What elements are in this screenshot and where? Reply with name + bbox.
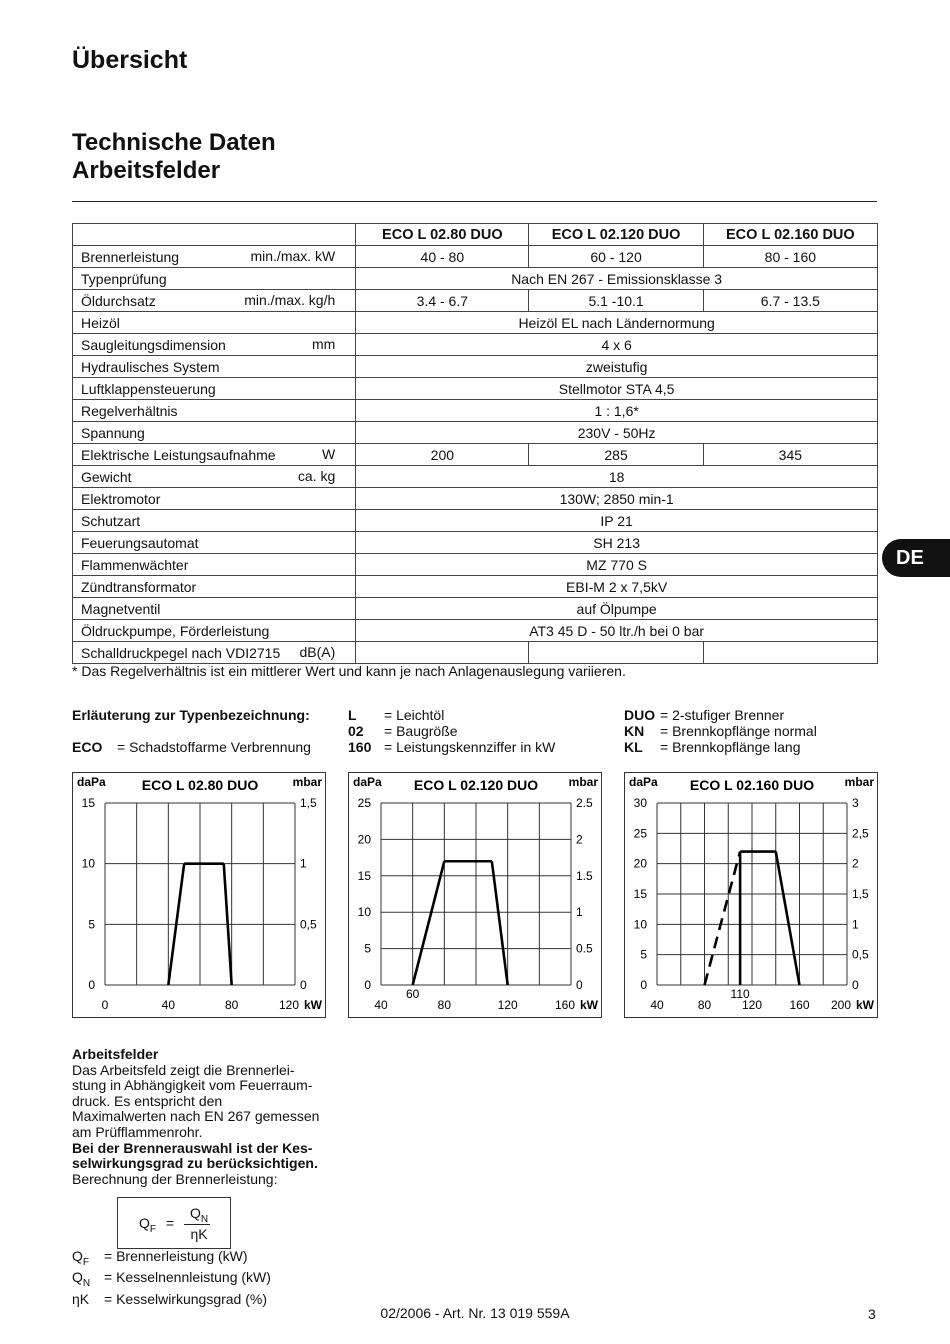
point-label: 60	[405, 987, 420, 1001]
column-header: ECO L 02.80 DUO	[356, 224, 529, 246]
bold-line: Bei der Brennerauswahl ist der Kes-	[72, 1139, 313, 1156]
legend-text: = Brennkopflänge lang	[660, 739, 801, 755]
chart-svg	[73, 773, 327, 1019]
row-label-cell	[73, 576, 356, 598]
x-tick-label: 120	[741, 998, 763, 1012]
page-number: 3	[868, 1306, 876, 1322]
row-value: 200	[356, 444, 529, 466]
series-segment	[705, 852, 741, 985]
row-label-cell	[73, 378, 356, 400]
y-tick-label-right: 2,5	[852, 826, 869, 841]
row-label: Regelverhältnis	[81, 402, 178, 419]
formula-lhs	[139, 1215, 174, 1235]
row-unit: mm	[311, 336, 336, 352]
table-row	[73, 422, 878, 444]
legend-code: KL	[624, 739, 643, 755]
section-heading: Arbeitsfelder	[72, 1046, 159, 1062]
row-label: Feuerungsautomat	[81, 534, 199, 551]
chart-svg	[349, 773, 603, 1019]
y-tick-label-right: 2	[852, 856, 859, 871]
legend-col-3	[624, 707, 817, 755]
row-value: 1 : 1,6*	[356, 400, 878, 422]
row-label-cell	[73, 466, 356, 488]
y-tick-label-left: 0	[640, 978, 647, 992]
row-value	[703, 642, 877, 664]
x-tick-label: 160	[789, 998, 810, 1012]
row-label-cell	[73, 422, 356, 444]
page-title: Übersicht	[72, 46, 188, 74]
definition-row	[72, 1270, 271, 1291]
legend-code: ECO	[72, 739, 103, 755]
divider	[72, 201, 877, 202]
series-segment	[776, 852, 800, 985]
row-value	[529, 642, 703, 664]
y-tick-label-left: 5	[640, 947, 647, 962]
row-unit: min./max. kg/h	[244, 292, 336, 308]
x-tick-label: 0	[101, 998, 109, 1012]
row-label-cell	[73, 510, 356, 532]
row-value: 60 - 120	[529, 246, 703, 268]
y-tick-label-right: 0	[852, 978, 859, 992]
table-row	[73, 576, 878, 598]
row-label: Schutzart	[81, 512, 141, 529]
subtitle-line: Technische Daten	[72, 129, 276, 156]
paragraph-line: druck. Es entspricht den	[72, 1092, 223, 1109]
column-header: ECO L 02.160 DUO	[703, 224, 877, 246]
row-value: Stellmotor STA 4,5	[356, 378, 878, 400]
legend-heading: Erläuterung zur Typenbezeichnung:	[72, 707, 310, 723]
row-unit: ca. kg	[297, 468, 336, 484]
table-row	[73, 378, 878, 400]
y-tick-label-left: 0	[364, 978, 371, 992]
row-label: Schalldruckpegel nach VDI2715	[81, 644, 281, 661]
row-label: Flammenwächter	[81, 556, 189, 573]
row-value: AT3 45 D - 50 ltr./h bei 0 bar	[356, 620, 878, 642]
row-value: 18	[356, 466, 878, 488]
y-tick-label-right: 0	[300, 978, 307, 992]
legend-code: DUO	[624, 707, 656, 723]
row-label-cell	[73, 268, 356, 290]
x-tick-label: 200	[830, 998, 851, 1012]
legend-code: 160	[348, 739, 372, 755]
legend-col-1	[72, 707, 311, 755]
row-label-cell	[73, 620, 356, 642]
table-row	[73, 444, 878, 466]
x-axis-label: kW	[304, 998, 322, 1012]
formula-denominator: ηK	[190, 1226, 208, 1242]
chart-title: ECO L 02.120 DUO	[413, 777, 539, 793]
row-value: SH 213	[356, 532, 878, 554]
x-tick-label: 80	[224, 998, 239, 1012]
table-corner	[73, 224, 356, 246]
table-row	[73, 356, 878, 378]
y-tick-label-right: 0,5	[852, 947, 869, 962]
formula-symbol: Q	[139, 1215, 150, 1231]
y-axis-label-left: daPa	[629, 775, 658, 789]
row-label-cell	[73, 246, 356, 268]
chart-svg	[625, 773, 879, 1019]
table-row	[73, 290, 878, 312]
row-label: Luftklappensteuerung	[81, 380, 216, 397]
row-label: Hydraulisches System	[81, 358, 220, 375]
y-tick-label-left: 10	[357, 905, 371, 920]
legend-text: = Leistungskennziffer in kW	[384, 739, 556, 755]
row-label-cell	[73, 356, 356, 378]
chart-title: ECO L 02.160 DUO	[689, 777, 815, 793]
table-row	[73, 510, 878, 532]
symbol-subscript: N	[82, 1278, 91, 1290]
definition-symbol	[72, 1270, 104, 1291]
y-tick-label-left: 20	[357, 832, 371, 847]
arbeitsfelder-section	[72, 1047, 334, 1187]
row-value: 4 x 6	[356, 334, 878, 356]
y-tick-label-right: 1.5	[576, 868, 593, 883]
table-header-row	[73, 224, 878, 246]
definition-text: = Kesselnennleistung (kW)	[104, 1269, 271, 1286]
row-label: Zündtransformator	[81, 578, 197, 595]
definition-row	[72, 1249, 271, 1270]
row-value: 130W; 2850 min-1	[356, 488, 878, 510]
y-tick-label-right: 3	[852, 796, 859, 810]
subtitle-line: Arbeitsfelder	[72, 157, 221, 184]
legend-item	[624, 707, 817, 723]
y-tick-label-left: 25	[357, 796, 371, 810]
legend-text: = Leichtöl	[384, 707, 445, 723]
series-segment	[492, 861, 508, 985]
legend-item	[624, 723, 817, 739]
page-subtitle	[72, 129, 276, 185]
row-label: Spannung	[81, 424, 145, 441]
row-label-cell	[73, 400, 356, 422]
table-row	[73, 334, 878, 356]
y-tick-label-left: 30	[633, 796, 647, 810]
legend-item	[348, 707, 555, 723]
formula-symbol: Q	[189, 1205, 201, 1221]
y-tick-label-right: 0,5	[300, 917, 317, 932]
x-tick-label: 40	[161, 998, 176, 1012]
column-header: ECO L 02.120 DUO	[529, 224, 703, 246]
symbol-main: Q	[72, 1248, 83, 1264]
x-axis-label: kW	[580, 998, 598, 1012]
legend-text: = Baugröße	[384, 723, 458, 739]
chart-title: ECO L 02.80 DUO	[141, 777, 259, 793]
row-label: Typenprüfung	[81, 270, 167, 287]
row-value: Heizöl EL nach Ländernormung	[356, 312, 878, 334]
y-axis-label-left: daPa	[77, 775, 106, 789]
paragraph-line: Maximalwerten nach EN 267 gemessen	[72, 1108, 320, 1125]
chart-eco-l-02-160	[624, 772, 878, 1018]
row-value: 285	[529, 444, 703, 466]
paragraph-line: Berechnung der Brennerleistung:	[72, 1170, 278, 1187]
series-segment	[413, 861, 445, 985]
row-value: 40 - 80	[356, 246, 529, 268]
legend-item	[348, 739, 555, 755]
legend-code: KN	[624, 723, 645, 739]
row-value: 230V - 50Hz	[356, 422, 878, 444]
symbol-main: Q	[72, 1269, 83, 1286]
y-tick-label-left: 25	[633, 826, 647, 841]
y-tick-label-right: 1	[300, 856, 307, 871]
row-value	[356, 642, 529, 664]
y-tick-label-right: 0.5	[576, 941, 593, 956]
chart-eco-l-02-120	[348, 772, 602, 1018]
table-row	[73, 268, 878, 290]
formula-subscript: F	[149, 1223, 156, 1235]
row-value: 6.7 - 13.5	[703, 290, 877, 312]
y-tick-label-right: 0	[576, 978, 583, 992]
row-label: Brennerleistung	[81, 248, 180, 265]
row-value: 80 - 160	[703, 246, 877, 268]
row-unit: dB(A)	[299, 644, 336, 660]
y-tick-label-left: 5	[364, 941, 371, 956]
row-value: Nach EN 267 - Emissionsklasse 3	[356, 268, 878, 290]
y-axis-label-right: mbar	[292, 775, 322, 789]
table-row	[73, 532, 878, 554]
row-value: IP 21	[356, 510, 878, 532]
row-label-cell	[73, 598, 356, 620]
footnote: * Das Regelverhältnis ist ein mittlerer Wert und kann je nach Anlagenauslegung variieren.	[72, 663, 626, 679]
y-tick-label-left: 10	[633, 917, 647, 932]
legend-code: L	[348, 707, 357, 723]
row-label-cell	[73, 444, 356, 466]
y-tick-label-right: 1	[852, 917, 859, 932]
y-tick-label-right: 2	[576, 832, 583, 847]
paragraph-line: Das Arbeitsfeld zeigt die Brennerlei-	[72, 1061, 295, 1078]
definition-text: = Kesselwirkungsgrad (%)	[104, 1290, 268, 1307]
y-axis-label-left: daPa	[353, 775, 382, 789]
row-label-cell	[73, 642, 356, 664]
row-value: EBI-M 2 x 7,5kV	[356, 576, 878, 598]
x-tick-label: 120	[497, 998, 518, 1012]
paragraph-line: am Prüfflammenrohr.	[72, 1123, 203, 1140]
row-label: Saugleitungsdimension	[81, 336, 226, 353]
table-row	[73, 246, 878, 268]
legend-text: = Schadstoffarme Verbrennung	[117, 739, 311, 755]
definitions	[72, 1249, 271, 1313]
legend-item	[624, 739, 817, 755]
row-label: Magnetventil	[81, 600, 161, 617]
y-tick-label-left: 5	[88, 917, 95, 932]
point-label: 110	[730, 987, 750, 1001]
spec-table	[72, 223, 878, 664]
table-row	[73, 642, 878, 664]
x-tick-label: 120	[278, 998, 299, 1012]
row-label-cell	[73, 312, 356, 334]
bold-line: selwirkungsgrad zu berücksichtigen.	[72, 1155, 318, 1172]
x-tick-label: 80	[697, 998, 712, 1012]
table-row	[73, 400, 878, 422]
definition-text: = Brennerleistung (kW)	[104, 1248, 248, 1264]
formula-numerator	[184, 1205, 214, 1225]
table-row	[73, 554, 878, 576]
row-unit: W	[322, 446, 336, 462]
legend-text: = 2-stufiger Brenner	[660, 707, 785, 723]
y-axis-label-right: mbar	[844, 775, 874, 789]
chart-eco-l-02-80	[72, 772, 326, 1018]
definition-symbol	[72, 1249, 104, 1270]
formula-subscript: N	[200, 1213, 209, 1225]
row-value: zweistufig	[356, 356, 878, 378]
x-tick-label: 80	[437, 998, 452, 1012]
row-value: 5.1 -10.1	[529, 290, 703, 312]
y-tick-label-left: 15	[357, 868, 371, 883]
row-label: Öldurchsatz	[81, 292, 156, 309]
y-tick-label-right: 1,5	[852, 887, 869, 901]
row-value: 345	[703, 444, 877, 466]
row-value: MZ 770 S	[356, 554, 878, 576]
x-axis-label: kW	[856, 998, 874, 1012]
table-row	[73, 620, 878, 642]
fraction-bar	[184, 1224, 210, 1225]
y-tick-label-right: 1	[576, 905, 583, 920]
row-label: Gewicht	[81, 468, 132, 485]
x-tick-label: 160	[554, 998, 575, 1012]
x-tick-label: 40	[374, 998, 388, 1012]
legend-item	[72, 739, 311, 755]
x-tick-label: 40	[650, 998, 664, 1012]
symbol-subscript: F	[82, 1256, 89, 1268]
legend-code: 02	[348, 723, 364, 739]
row-label-cell	[73, 488, 356, 510]
row-label: Elektromotor	[81, 490, 161, 507]
row-label: Elektrische Leistungsaufnahme	[81, 446, 276, 463]
paragraph-line: stung in Abhängigkeit vom Feuerraum-	[72, 1077, 313, 1094]
row-label-cell	[73, 554, 356, 576]
y-axis-label-right: mbar	[568, 775, 598, 789]
row-label: Heizöl	[81, 314, 120, 331]
table-row	[73, 312, 878, 334]
row-label-cell	[73, 334, 356, 356]
legend-text: = Brennkopflänge normal	[660, 723, 817, 739]
formula-box	[117, 1197, 231, 1249]
y-tick-label-left: 10	[81, 856, 95, 871]
y-tick-label-left: 20	[633, 856, 647, 871]
symbol-main: ηK	[72, 1290, 90, 1307]
row-unit: min./max. kW	[250, 248, 336, 264]
row-label: Öldruckpumpe, Förderleistung	[81, 622, 270, 639]
table-row	[73, 488, 878, 510]
y-tick-label-right: 2.5	[576, 796, 593, 810]
row-value: auf Ölpumpe	[356, 598, 878, 620]
y-tick-label-left: 0	[88, 978, 95, 992]
table-row	[73, 598, 878, 620]
y-tick-label-right: 1,5	[300, 796, 317, 810]
row-value: 3.4 - 6.7	[356, 290, 529, 312]
legend-col-2	[348, 707, 555, 755]
row-label-cell	[73, 290, 356, 312]
formula-equals: =	[165, 1215, 175, 1231]
footer-text: 02/2006 - Art. Nr. 13 019 559A	[380, 1305, 570, 1321]
y-tick-label-left: 15	[633, 887, 647, 901]
language-tab: DE	[882, 539, 950, 577]
row-label-cell	[73, 532, 356, 554]
y-tick-label-left: 15	[81, 796, 95, 810]
legend-item	[348, 723, 555, 739]
table-row	[73, 466, 878, 488]
